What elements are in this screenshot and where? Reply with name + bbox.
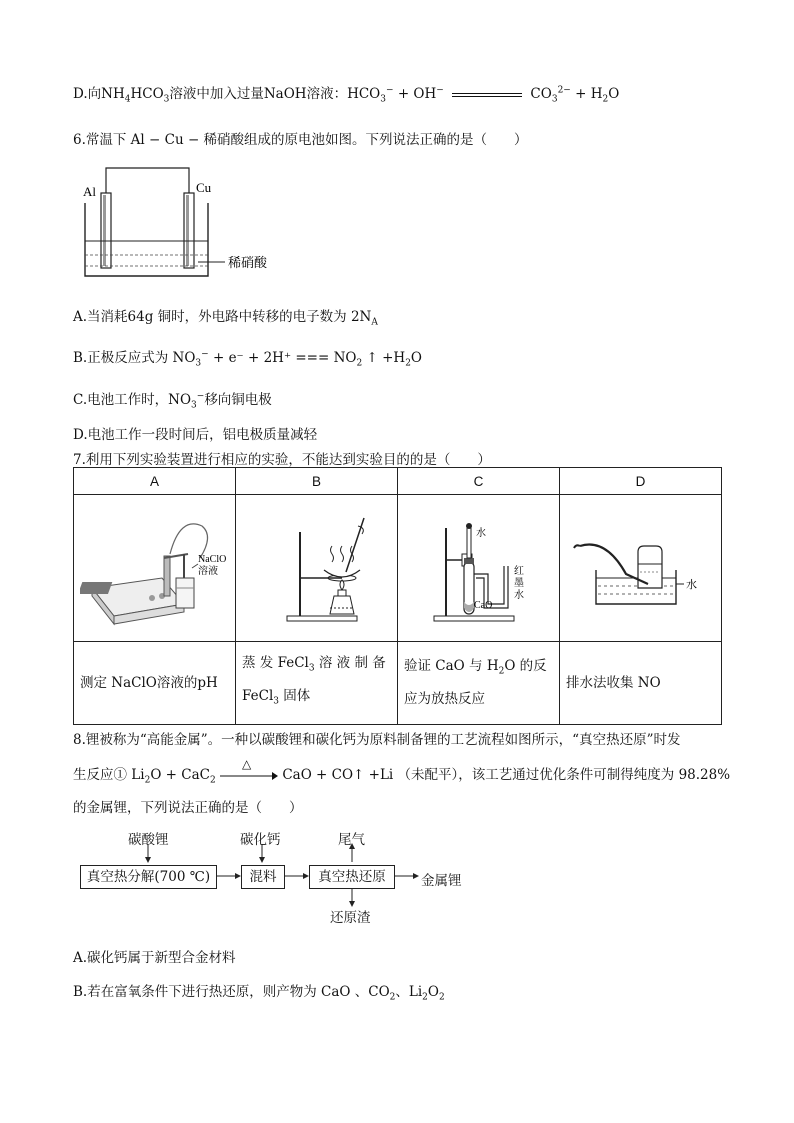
evaporation-figure — [242, 504, 392, 629]
q6-option-d: D.电池工作一段时间后，铝电极质量减轻 — [73, 427, 318, 443]
water-label: 水 — [475, 527, 486, 539]
q6-b-text: ↑ +H — [366, 350, 406, 366]
flow-output-residue: 还原渣 — [330, 910, 371, 926]
q5-d-text: D.向NH — [73, 86, 125, 102]
heat-symbol: △ — [242, 756, 252, 771]
q8-stem-line1: 8.锂被称为“高能金属”。一种以碳酸锂和碳化钙为原料制备锂的工艺流程如图所示，“真空热还原”时发 — [73, 732, 681, 748]
q8-b-sub: 2 — [422, 992, 428, 1003]
q8-stem-line2: 生反应① $Li_2O + CaC_2$ △ CaO + CO↑ +Li （未配平），该工艺通过优化条件可制得纯度为 98.28% — [73, 756, 731, 786]
q7-options-table — [73, 467, 722, 725]
q8-reaction-text: CaO + CO↑ +Li （未配平），该工艺通过优化条件可制得纯度为 98.28% — [282, 767, 731, 783]
q6-option-c: C.电池工作时，$NO_3^-$移向铜电极 — [73, 391, 272, 411]
caption-c-text: 应为放热反应 — [404, 690, 485, 707]
apparatus-b-cell — [236, 495, 398, 642]
flow-output-tail-gas: 尾气 — [338, 832, 365, 848]
flow-input-calcium-carbide: 碳化钙 — [240, 832, 281, 848]
q6-c-text: C.电池工作时，NO — [73, 392, 192, 408]
flow-input-lithium-carbonate: 碳酸锂 — [128, 832, 169, 848]
q8-reaction-text: O + CaC — [150, 767, 210, 783]
q5-d-text: HCO — [130, 86, 164, 102]
ink-label-1: 红 — [513, 565, 524, 577]
flow-output-lithium: 金属锂 — [421, 873, 462, 889]
apparatus-a-cell — [74, 495, 236, 642]
table-header: D — [560, 468, 722, 495]
q8-reaction-text: 生反应① Li — [73, 767, 145, 783]
q8-b-text: 、Li — [395, 984, 423, 1000]
caption-d-text: 排水法收集 NO — [566, 674, 661, 691]
caption-d — [560, 642, 722, 725]
q5-d-text: O — [608, 86, 620, 102]
caption-c-text: O 的反 — [504, 658, 547, 675]
q7-stem: 7.利用下列实验装置进行相应的实验，不能达到实验目的的是（ ） — [73, 452, 491, 468]
water-collection-figure — [566, 504, 716, 629]
al-label: Al — [83, 184, 96, 199]
q5-d-text: + H — [575, 86, 603, 102]
ink-label-2: 墨 — [513, 577, 524, 589]
caption-c: 验证 CaO 与 $H_2O$ 的反 应为放热反应 — [398, 642, 560, 725]
ph-meter-figure — [80, 506, 230, 626]
cao-water-figure — [404, 504, 554, 629]
q6-a-sub: A — [371, 317, 378, 328]
q5-option-d: D.向$NH_4HCO_3$溶液中加入过量NaOH溶液：$HCO_3^- + OH^-$ $CO_3^{2-} + H_2O$ — [73, 85, 620, 105]
table-header: C — [398, 468, 560, 495]
q6-b-text: + e⁻ + 2H⁺ === NO — [212, 350, 357, 366]
q8-option-b: B.若在富氧条件下进行热还原，则产物为 CaO 、$CO_2$、$Li_2O_2$ — [73, 984, 445, 1003]
apparatus-d-cell — [560, 495, 722, 642]
caption-c-text: 验证 CaO 与 H — [404, 658, 499, 675]
q6-a-text: A.当消耗64g 铜时，外电路中转移的电子数为 2N — [73, 309, 372, 325]
q6-c-text: 移向铜电极 — [204, 392, 272, 408]
flow-box-reduction: 真空热还原 — [309, 865, 395, 889]
galvanic-cell-figure — [73, 158, 313, 283]
q6-b-text: B.正极反应式为 NO — [73, 350, 196, 366]
flow-box-decomposition: 真空热分解(700 ℃) — [80, 865, 217, 889]
caption-b-text: 溶 液 制 备 — [318, 655, 386, 672]
q8-b-text: O — [427, 984, 439, 1000]
flow-box-mixing: 混料 — [241, 865, 285, 889]
cu-label: Cu — [196, 180, 212, 195]
table-header: A — [74, 468, 236, 495]
q6-b-text: O — [410, 350, 422, 366]
q8-option-a: A.碳化钙属于新型合金材料 — [73, 950, 236, 966]
ink-label-3: 水 — [513, 589, 524, 601]
q6-stem: 6.常温下 Al − Cu − 稀硝酸组成的原电池如图。下列说法正确的是（ ） — [73, 132, 528, 148]
equals-sign — [452, 93, 522, 97]
naclo-label: NaClO — [197, 554, 226, 565]
cao-label: CaO — [473, 599, 492, 611]
q6-option-b: B.正极反应式为 $NO_3^- + e^- + 2H^+$ === $NO_2$ ↑ $+H_2O$ — [73, 349, 422, 369]
reaction-arrow — [220, 756, 278, 783]
table-header: B — [236, 468, 398, 495]
caption-a-text: 测定 NaClO溶液的pH — [80, 674, 218, 691]
q5-d-text: 溶液中加入过量NaOH溶液：HCO — [169, 86, 381, 102]
caption-a — [74, 642, 236, 725]
water-label: 水 — [685, 578, 697, 591]
q8-stem-line3: 的金属锂，下列说法正确的是（ ） — [73, 800, 303, 816]
caption-b-text: 固体 — [283, 688, 311, 704]
q5-d-text: CO — [530, 86, 552, 102]
apparatus-c-cell — [398, 495, 560, 642]
caption-b: 蒸 发 FeCl$_3$ 溶 液 制 备 FeCl$_3$ 固体 — [236, 642, 398, 725]
caption-b-text: 蒸 发 FeCl — [242, 655, 309, 672]
q5-d-text: + OH — [397, 86, 437, 102]
q6-option-a — [73, 305, 378, 328]
solution-label: 溶液 — [197, 566, 218, 577]
q8-b-text: B.若在富氧条件下进行热还原，则产物为 CaO 、CO — [73, 984, 390, 1000]
acid-label: 稀硝酸 — [228, 255, 268, 270]
caption-b-text: FeCl — [242, 688, 274, 704]
